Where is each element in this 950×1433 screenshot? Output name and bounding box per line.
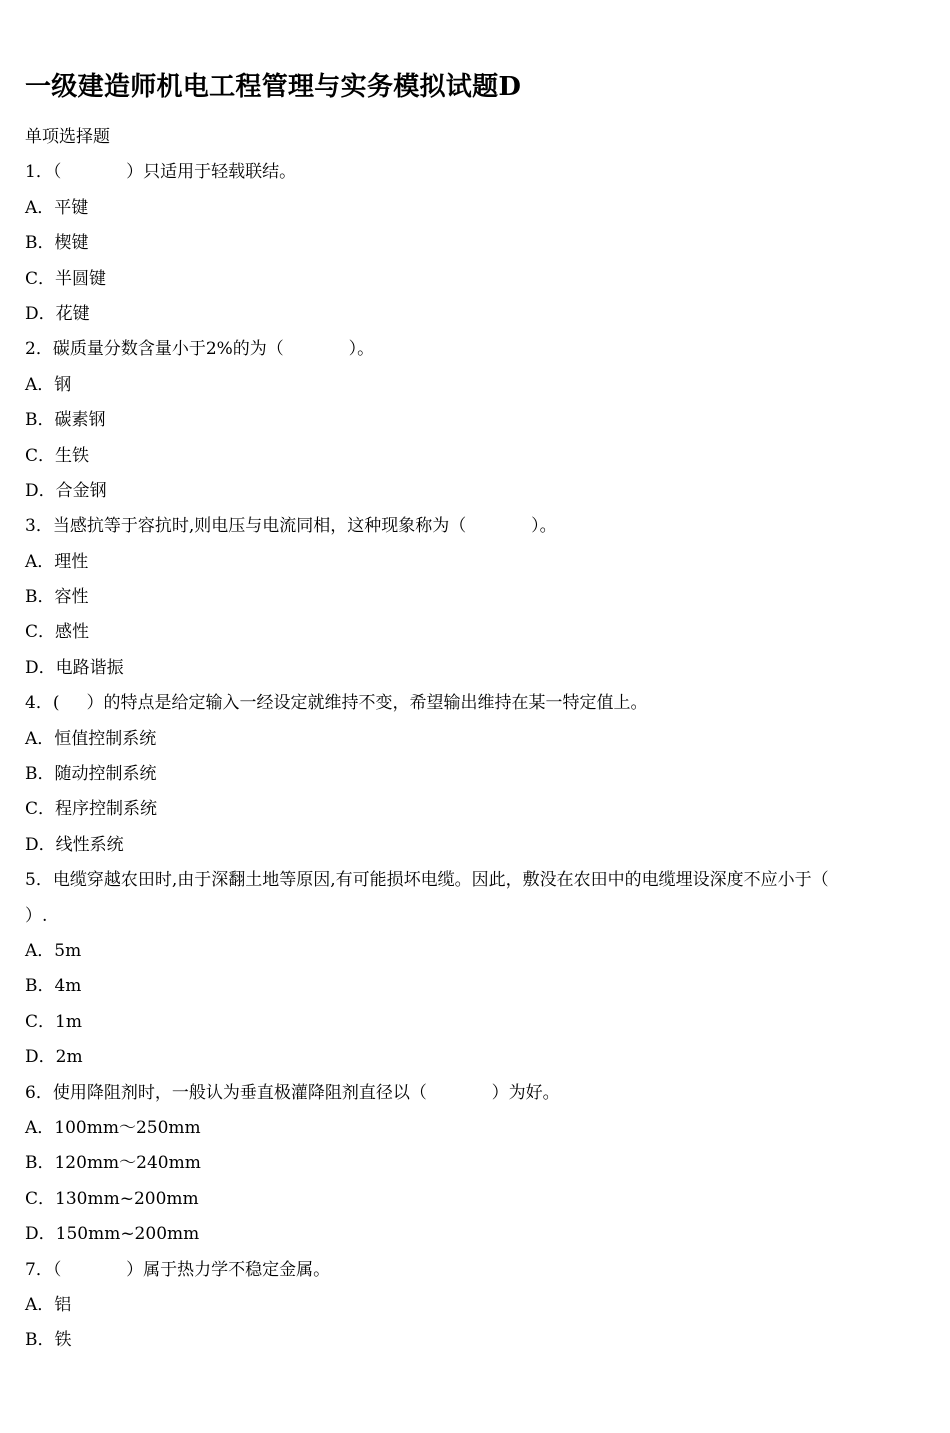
question-5-continuation: ）. [25, 905, 48, 926]
option-5c: C．1m [25, 1011, 82, 1032]
option-2d: D．合金钢 [25, 480, 107, 501]
option-1b: B．楔键 [25, 233, 89, 254]
option-4b: B．随动控制系统 [25, 764, 157, 785]
option-7a: A．铝 [25, 1294, 72, 1315]
option-2a: A．钢 [25, 374, 72, 395]
option-4d: D．线性系统 [25, 834, 124, 855]
option-2b: B．碳素钢 [25, 410, 106, 431]
question-4: 4．( ）的特点是给定输入一经设定就维持不变，希望输出维持在某一特定值上。 [25, 693, 648, 714]
question-7: 7．（ ）属于热力学不稳定金属。 [25, 1259, 331, 1280]
option-1c: C．半圆键 [25, 268, 107, 289]
option-4c: C．程序控制系统 [25, 799, 158, 820]
option-3c: C．感性 [25, 622, 90, 643]
question-3: 3．当感抗等于容抗时,则电压与电流同相，这种现象称为（ ）。 [25, 516, 557, 537]
option-6c: C．130mm~200mm [25, 1188, 199, 1209]
option-6d: D．150mm~200mm [25, 1224, 200, 1245]
option-5b: B．4m [25, 976, 82, 997]
document-body [25, 120, 925, 1359]
option-1d: D．花键 [25, 303, 90, 324]
document-title: 一级建造师机电工程管理与实务模拟试题D [25, 72, 522, 102]
question-5: 5．电缆穿越农田时,由于深翻土地等原因,有可能损坏电缆。因此，敷没在农田中的电缆埋设深度不应小于（ [25, 870, 829, 891]
option-5d: D．2m [25, 1047, 83, 1068]
option-7b: B．铁 [25, 1330, 72, 1351]
section-heading: 单项选择题 [25, 127, 110, 147]
option-6a: A．100mm～250mm [25, 1117, 201, 1138]
option-3b: B．容性 [25, 587, 89, 608]
option-6b: B．120mm～240mm [25, 1153, 201, 1174]
option-3a: A．理性 [25, 551, 89, 572]
question-1: 1．（ ）只适用于轻载联结。 [25, 162, 297, 183]
option-4a: A．恒值控制系统 [25, 728, 157, 749]
option-1a: A．平键 [25, 197, 89, 218]
option-5a: A．5m [25, 940, 82, 961]
option-3d: D．电路谐振 [25, 657, 124, 678]
question-2: 2．碳质量分数含量小于2%的为（ ）。 [25, 339, 375, 360]
option-2c: C．生铁 [25, 445, 90, 466]
question-6: 6．使用降阻剂时，一般认为垂直极灌降阻剂直径以（ ）为好。 [25, 1082, 560, 1103]
